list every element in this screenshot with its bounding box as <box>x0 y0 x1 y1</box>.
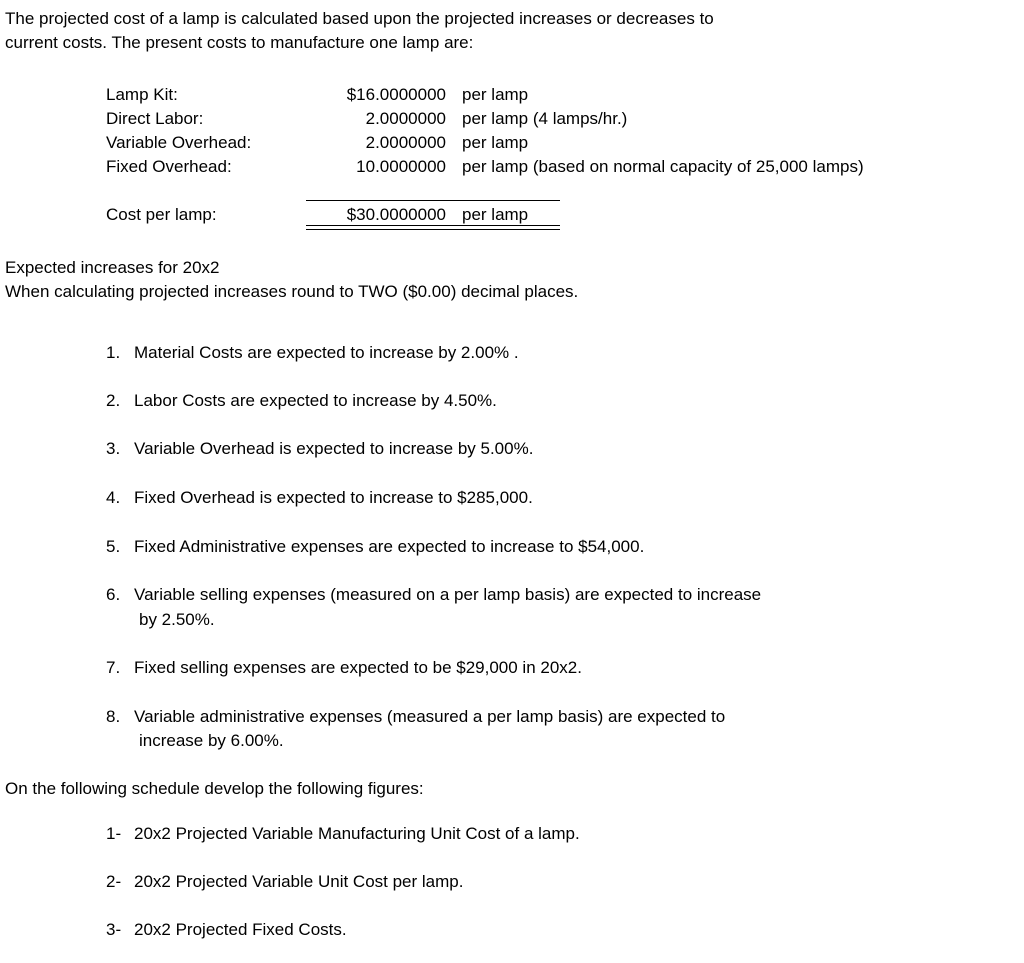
rounding-note: When calculating projected increases round to TWO ($0.00) decimal places. <box>5 282 579 301</box>
task-number: 1- <box>106 824 122 843</box>
list-item: Labor Costs are expected to increase by 4.50%. <box>134 391 497 410</box>
cost-amount: 2.0000000 <box>365 133 446 152</box>
subtotal-rule <box>306 200 560 201</box>
cost-label: Variable Overhead: <box>106 133 252 152</box>
task-text: 20x2 Projected Variable Manufacturing Unit Cost of a lamp. <box>134 824 580 843</box>
total-amount: $30.0000000 <box>346 205 446 224</box>
total-label: Cost per lamp: <box>106 205 217 224</box>
cost-unit: per lamp <box>462 85 529 104</box>
cost-unit: per lamp (4 lamps/hr.) <box>462 109 628 128</box>
task-number: 3- <box>106 920 122 939</box>
list-item: Fixed Administrative expenses are expected to increase to $54,000. <box>134 537 645 556</box>
cost-unit: per lamp (based on normal capacity of 25,000 lamps) <box>462 157 864 176</box>
list-number: 3. <box>106 439 121 458</box>
list-item: Variable selling expenses (measured on a per lamp basis) are expected to increase <box>134 585 762 604</box>
list-number: 4. <box>106 488 121 507</box>
list-item-continuation: increase by 6.00%. <box>139 731 284 750</box>
double-rule-upper <box>306 225 560 226</box>
list-number: 5. <box>106 537 121 556</box>
list-item-continuation: by 2.50%. <box>139 610 215 629</box>
intro-line-2: current costs. The present costs to manufacture one lamp are: <box>5 33 474 52</box>
total-unit: per lamp <box>462 205 529 224</box>
list-number: 2. <box>106 391 121 410</box>
list-item: Fixed selling expenses are expected to be $29,000 in 20x2. <box>134 658 582 677</box>
list-number: 6. <box>106 585 121 604</box>
cost-label: Direct Labor: <box>106 109 204 128</box>
list-item: Material Costs are expected to increase by 2.00% . <box>134 343 519 362</box>
cost-unit: per lamp <box>462 133 529 152</box>
cost-amount: 10.0000000 <box>356 157 446 176</box>
cost-label: Fixed Overhead: <box>106 157 232 176</box>
list-number: 8. <box>106 707 121 726</box>
task-text: 20x2 Projected Fixed Costs. <box>134 920 347 939</box>
double-rule-lower <box>306 229 560 230</box>
cost-amount: $16.0000000 <box>346 85 446 104</box>
cost-amount: 2.0000000 <box>365 109 446 128</box>
list-item: Fixed Overhead is expected to increase to $285,000. <box>134 488 533 507</box>
list-number: 1. <box>106 343 121 362</box>
task-text: 20x2 Projected Variable Unit Cost per lamp. <box>134 872 464 891</box>
list-item: Variable administrative expenses (measured a per lamp basis) are expected to <box>134 707 726 726</box>
list-number: 7. <box>106 658 121 677</box>
task-number: 2- <box>106 872 122 891</box>
intro-line-1: The projected cost of a lamp is calculated based upon the projected increases or decreases to <box>5 9 714 28</box>
increases-heading: Expected increases for 20x2 <box>5 258 220 277</box>
cost-label: Lamp Kit: <box>106 85 178 104</box>
list-item: Variable Overhead is expected to increase by 5.00%. <box>134 439 534 458</box>
schedule-heading: On the following schedule develop the following figures: <box>5 779 424 798</box>
